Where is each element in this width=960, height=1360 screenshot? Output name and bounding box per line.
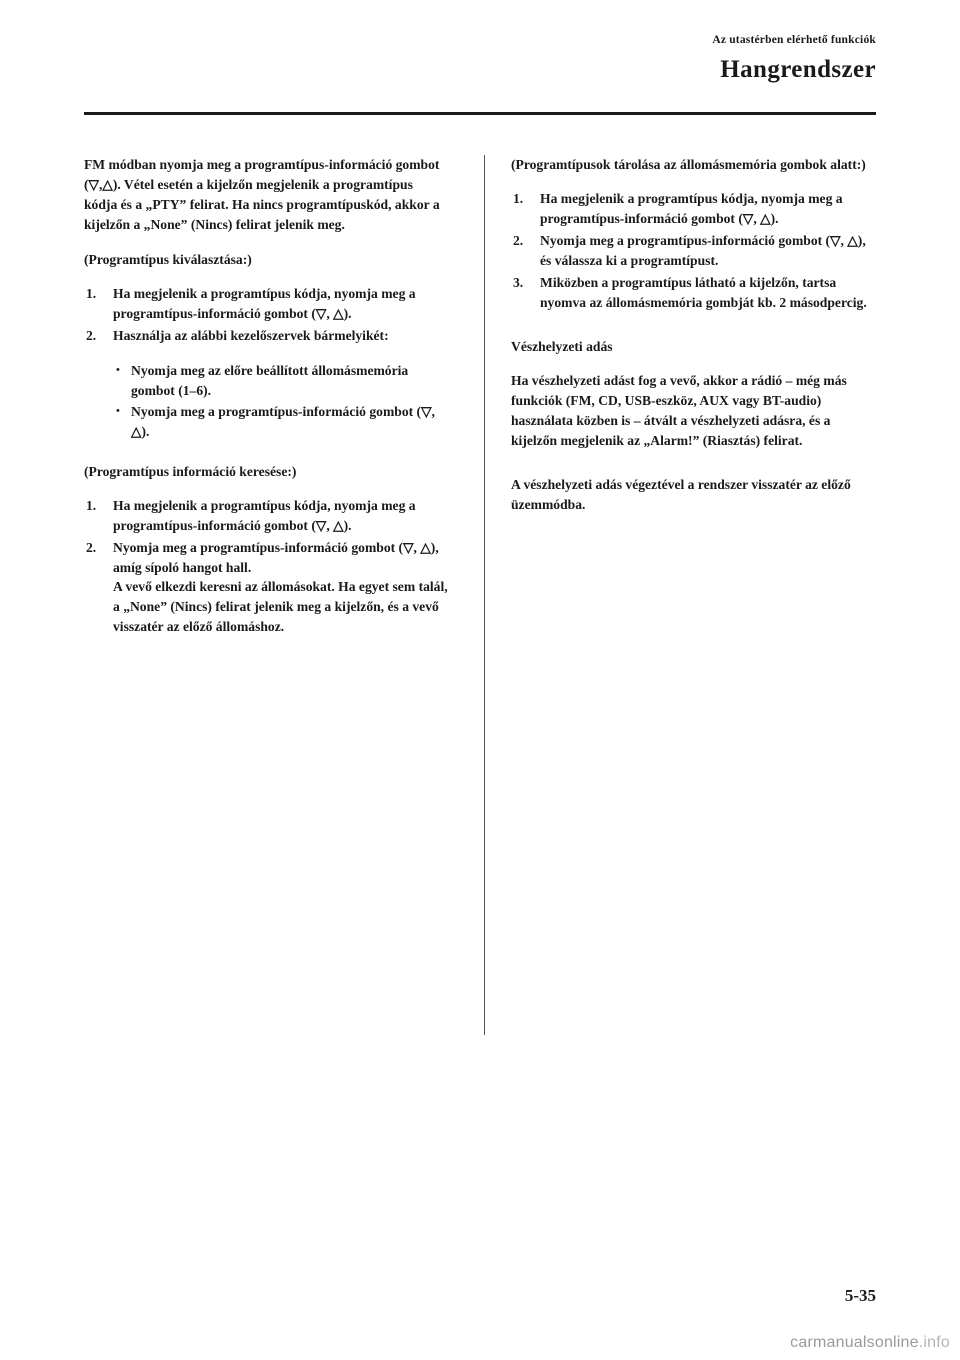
list-item [84, 284, 449, 324]
watermark-suffix: .info [918, 1334, 950, 1351]
section-heading-store-program-types: (Programtípusok tárolása az állomásmemória gombok alatt:) [511, 157, 866, 172]
page-title: Hangrendszer [720, 56, 876, 83]
bullet-text: Nyomja meg az előre beállított állomásmemória gombot (1–6). [131, 362, 409, 398]
left-column [84, 155, 449, 652]
emergency-body-paragraph: Ha vészhelyzeti adást fog a vevő, akkor a rádió – még más funkciók (FM, CD, USB-eszköz, AUX vagy BT-audio) használata közben is – átvált a vészhelyzeti adásra, és a kijelzőn megjelenik az „Alarm!” (Riasztás) felirat. [511, 372, 847, 448]
emergency-note-paragraph: A vészhelyzeti adás végeztével a rendszer visszatér az előző üzemmódba. [511, 476, 851, 512]
bullet-icon: • [116, 363, 120, 376]
step-note: A vevő elkezdi keresni az állomásokat. Ha egyet sem talál, a „None” (Nincs) felirat jelenik meg a kijelzőn, és a vevő visszatér az előző állomáshoz. [113, 579, 448, 635]
step-text: Ha megjelenik a programtípus kódja, nyomja meg a programtípus-információ gombot (▽, △). [113, 285, 416, 321]
step-text: Ha megjelenik a programtípus kódja, nyomja meg a programtípus-információ gombot (▽, △). [540, 190, 843, 226]
list-item [113, 402, 449, 442]
list-item [84, 326, 449, 346]
step-text: Nyomja meg a programtípus-információ gombot (▽, △), amíg sípoló hangot hall. [113, 539, 439, 575]
list-item [113, 361, 449, 401]
section-heading-select-program-type: (Programtípus kiválasztása:) [84, 251, 252, 267]
spacer [511, 466, 876, 475]
step-number: 3. [513, 274, 524, 290]
step-number: 2. [86, 539, 97, 555]
spacer [511, 328, 876, 337]
step-text: Ha megjelenik a programtípus kódja, nyomja meg a programtípus-információ gombot (▽, △). [113, 497, 416, 533]
step-number: 2. [513, 232, 524, 248]
step-number: 1. [86, 285, 97, 301]
list-item [84, 538, 449, 638]
step-number: 1. [86, 497, 97, 513]
step-number: 1. [513, 190, 524, 206]
intro-paragraph: FM módban nyomja meg a programtípus-információ gombot (▽,△). Vétel esetén a kijelzőn megjelenik a programtípus kódja és a „PTY” felirat. Ha nincs programtípuskód, akkor a kijelzőn a „None” (Nincs) felirat jelenik meg. [84, 157, 440, 232]
bullet-block [84, 361, 449, 442]
steps-store-program-types [511, 189, 876, 313]
page-header [712, 34, 876, 84]
header-divider [84, 112, 876, 115]
steps-select-program-type [84, 284, 449, 346]
header-kicker: Az utastérben elérhető funkciók [712, 34, 876, 46]
list-item [84, 496, 449, 536]
watermark [790, 1334, 950, 1352]
step-number: 2. [86, 327, 97, 343]
steps-search-program-type [84, 496, 449, 638]
section-heading-emergency-broadcast: Vészhelyzeti adás [511, 338, 613, 354]
page-number: 5-35 [844, 1286, 876, 1305]
spacer [84, 444, 449, 462]
bullet-icon: • [116, 404, 120, 417]
bullets-controls [113, 361, 449, 442]
step-text: Nyomja meg a programtípus-információ gombot (▽, △), és válassza ki a programtípust. [540, 232, 866, 268]
right-column [511, 155, 876, 530]
step-text: Miközben a programtípus látható a kijelzőn, tartsa nyomva az állomásmemória gombját kb. 2 másodpercig. [540, 274, 867, 310]
list-item [511, 273, 876, 313]
step-text: Használja az alábbi kezelőszervek bármelyikét: [113, 327, 389, 343]
list-item [511, 189, 876, 229]
content-columns [84, 155, 876, 1045]
list-item [511, 231, 876, 271]
bullet-text: Nyomja meg a programtípus-információ gombot (▽, △). [131, 403, 435, 439]
column-divider [484, 155, 485, 1035]
section-heading-search-program-type: (Programtípus információ keresése:) [84, 463, 297, 479]
watermark-main: carmanualsonline [790, 1334, 919, 1351]
